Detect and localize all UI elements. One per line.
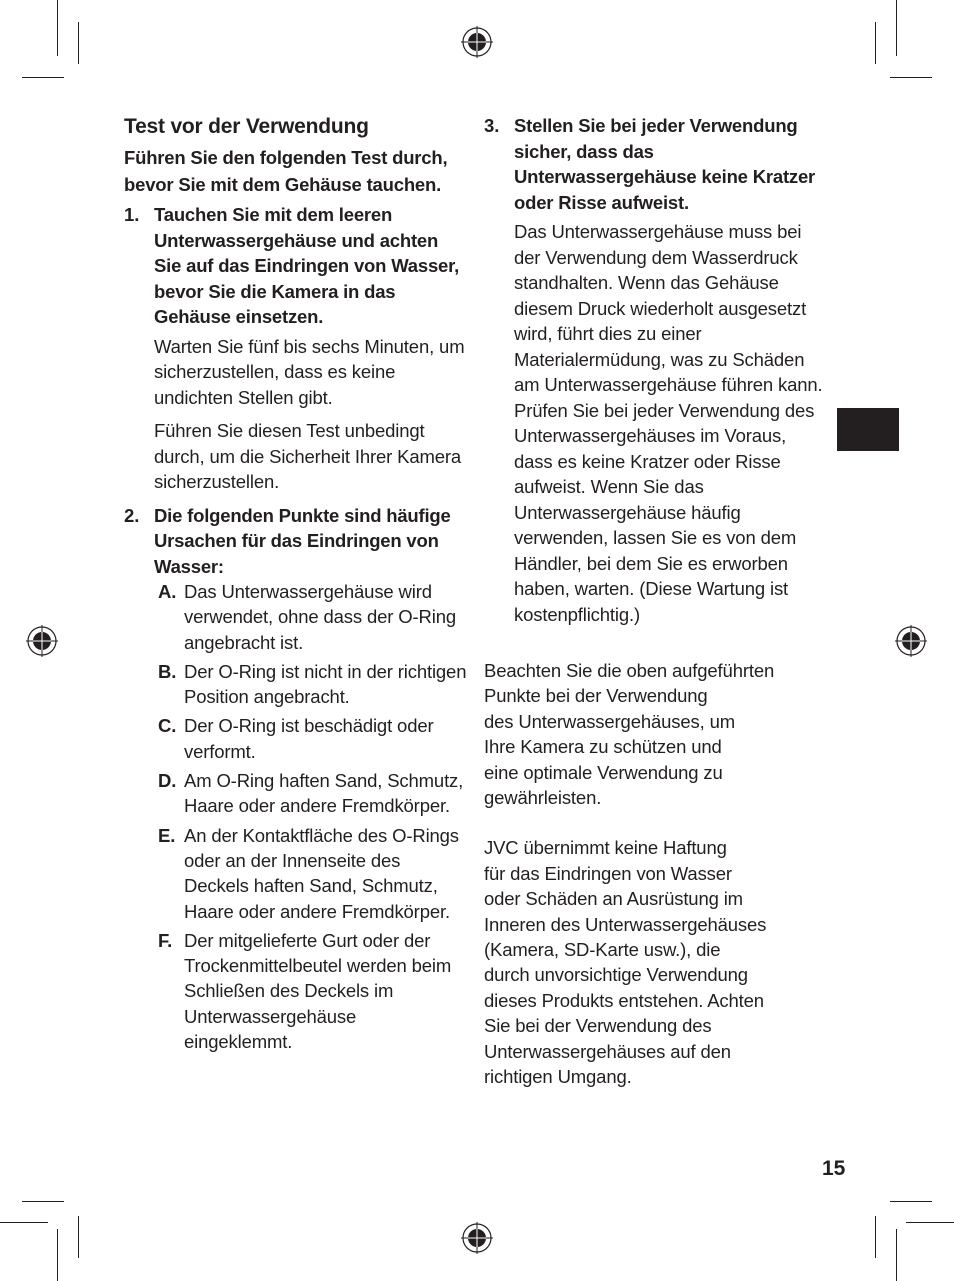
crop-mark	[875, 1216, 876, 1258]
sub-item-letter: D.	[158, 770, 177, 792]
sub-item-letter: A.	[158, 581, 177, 602]
language-tab	[837, 408, 899, 451]
item-heading: Stellen Sie bei jeder Verwendung sicher, dass das Unterwassergehäuse keine Kratzer oder Risse aufweist.	[514, 115, 816, 213]
sub-item-letter: C.	[158, 715, 177, 737]
page-number: 15	[822, 1157, 846, 1180]
sub-item-text: Am O-Ring haften Sand, Schmutz, Haare oder andere Fremdkörper.	[184, 770, 464, 817]
left-column	[124, 112, 469, 1058]
sub-item	[158, 768, 469, 819]
crop-mark	[890, 1201, 932, 1202]
crop-mark	[22, 77, 64, 78]
list-item-3	[484, 113, 829, 627]
item-paragraph: Warten Sie fünf bis sechs Minuten, um sicherzustellen, dass es keine undichten Stellen gibt.	[154, 335, 465, 408]
list-item-1	[124, 202, 469, 495]
registration-mark-icon	[461, 26, 493, 58]
item-number: 1.	[124, 204, 140, 225]
crop-mark	[22, 1201, 64, 1202]
item-heading: Tauchen Sie mit dem leeren Unterwassergehäuse und achten Sie auf das Eindringen von Wasser, bevor Sie die Kamera in das Gehäuse einsetzen.	[154, 204, 460, 327]
crop-mark	[57, 1229, 58, 1281]
item-number: 2.	[124, 504, 140, 526]
registration-mark-icon	[26, 625, 58, 657]
item-paragraph: Führen Sie diesen Test unbedingt durch, um die Sicherheit Ihrer Kamera sicherzustellen.	[154, 420, 462, 492]
section-intro: Führen Sie den folgenden Test durch, bevor Sie mit dem Gehäuse tauchen.	[124, 147, 448, 195]
crop-mark	[875, 22, 876, 64]
section-title: Test vor der Verwendung	[124, 115, 369, 138]
sub-item-text: An der Kontaktfläche des O-Rings oder an der Innenseite des Deckels haften Sand, Schmutz, Haare oder andere Fremdkörper.	[184, 824, 459, 922]
item-heading: Die folgenden Punkte sind häufige Ursachen für das Eindringen von Wasser:	[154, 504, 451, 577]
crop-mark	[57, 0, 58, 56]
registration-mark-icon	[461, 1222, 493, 1254]
right-column	[484, 113, 829, 1090]
crop-mark	[78, 1216, 79, 1258]
sub-item	[158, 823, 469, 924]
item-paragraph: Das Unterwassergehäuse muss bei der Verwendung dem Wasserdruck standhalten. Wenn das Gehäuse diesem Druck wiederholt ausgesetzt wird, führt dies zu einer Materialermüdung, was zu Schäden am Unterwassergehäuse führen kann. Prüfen Sie bei jeder Verwendung des Unterwassergehäuses im Voraus, dass es keine Kratzer oder Risse aufweist. Wenn Sie das Unterwassergehäuse häufig verwenden, lassen Sie es von dem Händler, bei dem Sie es erworben haben, warten. (Diese Wartung ist kostenpflichtig.)	[514, 221, 823, 625]
list-item-2	[124, 503, 469, 1055]
sub-item-letter: F.	[158, 929, 173, 951]
crop-mark	[0, 1222, 48, 1223]
crop-mark	[906, 1222, 954, 1223]
crop-mark	[890, 77, 932, 78]
sub-item-text: Der O-Ring ist nicht in der richtigen Position angebracht.	[184, 660, 467, 708]
body-paragraph: JVC übernimmt keine Haftung für das Eindringen von Wasser oder Schäden an Ausrüstung im Inneren des Unterwassergehäuses (Kamera, SD-Karte usw.), die durch unvorsichtige Verwendung dieses Produkts entstehen. Achten Sie bei der Verwendung des Unterwassergehäuses auf den richtigen Umgang.	[484, 837, 767, 1088]
sub-item-letter: E.	[158, 824, 176, 846]
sub-item	[158, 928, 469, 1054]
sub-item-letter: B.	[158, 660, 177, 682]
crop-mark	[896, 1229, 897, 1281]
sub-item	[158, 579, 469, 655]
sub-item-text: Das Unterwassergehäuse wird verwendet, ohne dass der O-Ring angebracht ist.	[184, 581, 456, 653]
registration-mark-icon	[895, 625, 927, 657]
body-paragraph: Beachten Sie die oben aufgeführten Punkte bei der Verwendung des Unterwassergehäuses, um Ihre Kamera zu schützen und eine optimale Verwendung zu gewährleisten.	[484, 660, 775, 809]
item-number: 3.	[484, 115, 500, 136]
crop-mark	[896, 0, 897, 56]
sub-item	[158, 713, 469, 764]
sub-item-text: Der O-Ring ist beschädigt oder verformt.	[184, 715, 434, 762]
crop-mark	[78, 22, 79, 64]
sub-item-text: Der mitgelieferte Gurt oder der Trockenmittelbeutel werden beim Schließen des Deckels im Unterwassergehäuse eingeklemmt.	[184, 929, 452, 1053]
sub-item	[158, 659, 469, 710]
